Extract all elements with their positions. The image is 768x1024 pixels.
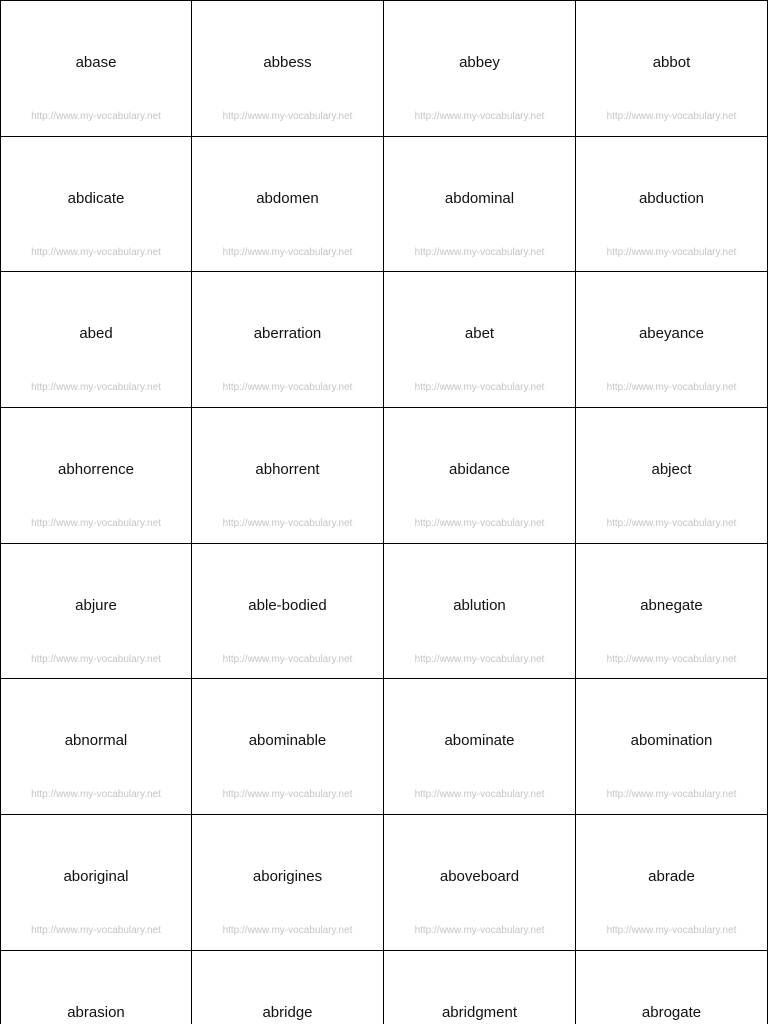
flashcard [384, 951, 576, 1024]
source-url-text: http://www.my-vocabulary.net [31, 518, 161, 530]
flashcard [192, 408, 384, 544]
flashcard [192, 951, 384, 1024]
flashcard-word: abbot [652, 54, 691, 71]
flashcard [0, 951, 192, 1024]
flashcard-word: abominable [248, 732, 327, 750]
source-url-text: http://www.my-vocabulary.net [222, 246, 353, 258]
flashcard-word: abhorrence [58, 461, 134, 479]
flashcard-word: abridge [262, 1003, 313, 1021]
source-url-text: http://www.my-vocabulary.net [31, 246, 161, 258]
flashcard [384, 1, 576, 137]
source-url-text: http://www.my-vocabulary.net [606, 246, 737, 258]
flashcard-word: abidance [449, 461, 510, 479]
source-url-text: http://www.my-vocabulary.net [414, 925, 545, 937]
source-url-text: http://www.my-vocabulary.net [414, 382, 545, 394]
source-url-text: http://www.my-vocabulary.net [31, 111, 161, 122]
flashcard [192, 544, 384, 680]
flashcard-word: abet [464, 325, 495, 343]
source-url-text: http://www.my-vocabulary.net [222, 925, 353, 937]
flashcard [0, 679, 192, 815]
source-url-text: http://www.my-vocabulary.net [222, 653, 353, 665]
flashcard [192, 137, 384, 273]
flashcard [384, 137, 576, 273]
source-url-text: http://www.my-vocabulary.net [414, 246, 545, 258]
flashcard [384, 815, 576, 951]
source-url-text: http://www.my-vocabulary.net [606, 789, 737, 801]
source-url-text: http://www.my-vocabulary.net [222, 382, 353, 394]
flashcard-word: abed [79, 325, 113, 343]
source-url-text: http://www.my-vocabulary.net [31, 925, 161, 937]
flashcard-word: abjure [75, 596, 117, 614]
flashcard-word: abase [75, 54, 117, 71]
flashcard-word: abbey [459, 54, 500, 71]
flashcard [576, 679, 768, 815]
flashcard-word: abrasion [67, 1003, 125, 1021]
flashcard-word: abrogate [641, 1003, 702, 1021]
flashcard [576, 951, 768, 1024]
source-url-text: http://www.my-vocabulary.net [606, 925, 737, 937]
flashcard [0, 272, 192, 408]
source-url-text: http://www.my-vocabulary.net [222, 789, 353, 801]
flashcard-word: abnormal [64, 732, 128, 750]
flashcard-word: abridgment [441, 1003, 518, 1021]
flashcard-word: ablution [453, 596, 506, 614]
source-url-text: http://www.my-vocabulary.net [606, 382, 737, 394]
source-url-text: http://www.my-vocabulary.net [606, 518, 737, 530]
flashcard-word: abdominal [444, 189, 515, 207]
source-url-text: http://www.my-vocabulary.net [31, 789, 161, 801]
source-url-text: http://www.my-vocabulary.net [414, 653, 545, 665]
flashcard [192, 1, 384, 137]
source-url-text: http://www.my-vocabulary.net [414, 789, 545, 801]
source-url-text: http://www.my-vocabulary.net [222, 518, 353, 530]
source-url-text: http://www.my-vocabulary.net [606, 111, 737, 122]
source-url-text: http://www.my-vocabulary.net [222, 111, 353, 122]
flashcard [192, 679, 384, 815]
flashcard [384, 544, 576, 680]
flashcard-word: aberration [253, 325, 322, 343]
flashcard [0, 815, 192, 951]
flashcard [192, 272, 384, 408]
flashcard-word: aboveboard [439, 868, 520, 886]
flashcard [384, 408, 576, 544]
flashcard-word: aboriginal [63, 868, 129, 886]
flashcard-word: abomination [630, 732, 713, 750]
flashcard [0, 137, 192, 273]
flashcard-word: abnegate [640, 596, 703, 614]
flashcard-word: abject [651, 461, 692, 479]
flashcard-word: abeyance [638, 325, 705, 343]
flashcard [576, 408, 768, 544]
flashcard [576, 544, 768, 680]
flashcard [384, 679, 576, 815]
flashcard [576, 137, 768, 273]
source-url-text: http://www.my-vocabulary.net [414, 111, 545, 122]
flashcard [0, 408, 192, 544]
flashcard [384, 272, 576, 408]
flashcard [0, 1, 192, 137]
flashcard-word: able-bodied [248, 596, 327, 614]
flashcard [576, 1, 768, 137]
flashcard [576, 815, 768, 951]
flashcard-word: abduction [638, 189, 705, 207]
flashcard-word: abbess [263, 54, 312, 71]
source-url-text: http://www.my-vocabulary.net [414, 518, 545, 530]
flashcard-word: abdicate [67, 189, 125, 207]
source-url-text: http://www.my-vocabulary.net [606, 653, 737, 665]
flashcard-word: abominate [444, 732, 515, 750]
flashcard-word: abrade [648, 868, 695, 886]
source-url-text: http://www.my-vocabulary.net [31, 653, 161, 665]
flashcard [576, 272, 768, 408]
flashcard-word: abdomen [256, 189, 319, 207]
flashcard-word: abhorrent [255, 461, 320, 479]
flashcard-word: aborigines [252, 868, 323, 886]
flashcard [0, 544, 192, 680]
source-url-text: http://www.my-vocabulary.net [31, 382, 161, 394]
flashcard [192, 815, 384, 951]
